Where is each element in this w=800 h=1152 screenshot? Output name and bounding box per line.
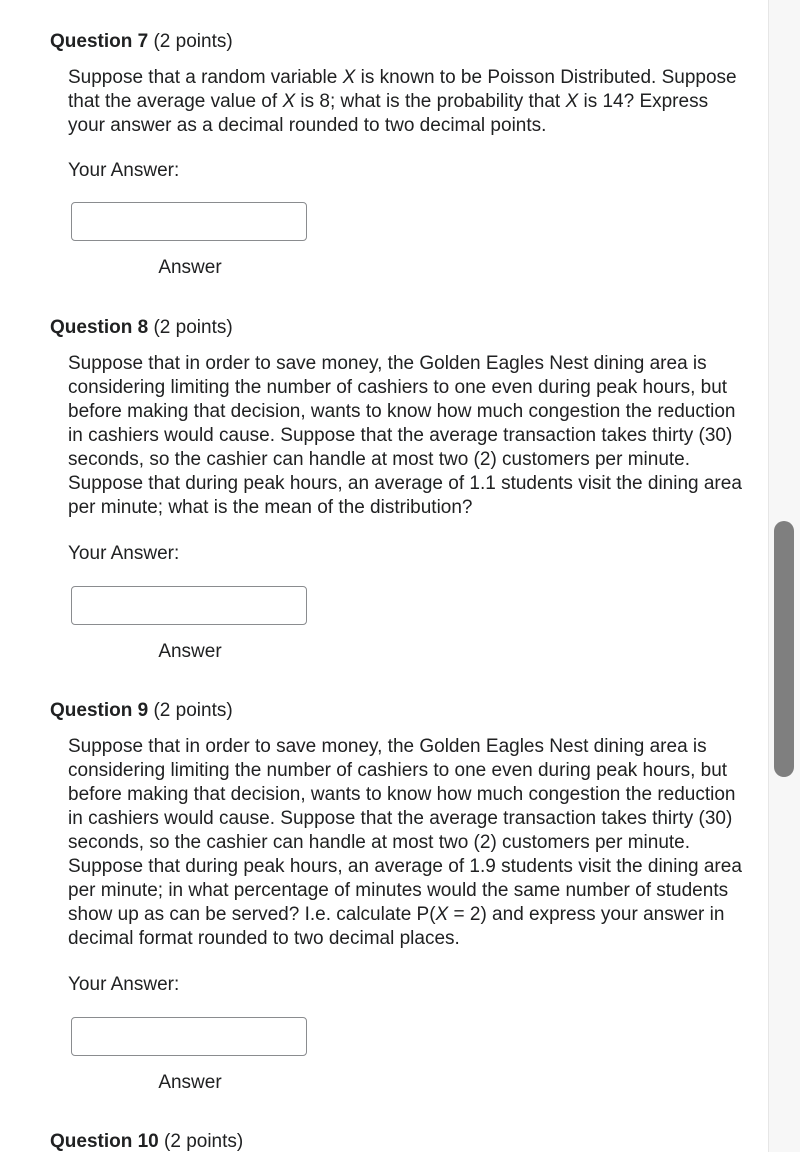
question-text-line: considering limiting the number of cashiers to one even during peak hours, but (68, 760, 728, 781)
question-text (68, 735, 768, 951)
question-text-line: considering limiting the number of cashiers to one even during peak hours, but (68, 377, 728, 398)
question-text-line: in cashiers would cause. Suppose that the average transaction takes thirty (30) (68, 808, 733, 829)
answer-input[interactable] (71, 586, 307, 625)
answer-input[interactable] (71, 202, 307, 241)
answer-caption: Answer (158, 257, 222, 278)
answer-caption: Answer (158, 1072, 222, 1093)
your-answer-label: Your Answer: (68, 543, 180, 564)
variable: X (342, 67, 356, 88)
question-text-line: Suppose that a random variable X is known to be Poisson Distributed. Suppose (68, 67, 737, 88)
question-points: (2 points) (153, 31, 233, 52)
question-text-line: Suppose that in order to save money, the Golden Eagles Nest dining area is (68, 353, 707, 374)
question-text-line: Suppose that during peak hours, an average of 1.9 students visit the dining area (68, 856, 742, 877)
question-number: Question 8 (50, 317, 149, 338)
question-text-line: your answer as a decimal rounded to two decimal points. (68, 115, 547, 136)
your-answer-label: Your Answer: (68, 974, 180, 995)
question-number: Question 9 (50, 700, 149, 721)
question-text-line: per minute; what is the mean of the distribution? (68, 497, 473, 518)
question-points: (2 points) (153, 700, 233, 721)
question-text-line: that the average value of X is 8; what is the probability that X is 14? Express (68, 91, 709, 112)
question-text-line: Suppose that during peak hours, an average of 1.1 students visit the dining area (68, 473, 742, 494)
question-title (50, 699, 233, 723)
question-title (50, 30, 233, 54)
variable: X (565, 91, 579, 112)
question-text (68, 66, 768, 138)
question-text-line: Suppose that in order to save money, the Golden Eagles Nest dining area is (68, 736, 707, 757)
question-points: (2 points) (164, 1131, 244, 1152)
question-number: Question 10 (50, 1131, 159, 1152)
question-text-line: per minute; in what percentage of minutes would the same number of students (68, 880, 729, 901)
scrollbar-thumb[interactable] (774, 521, 794, 777)
question-text-line: seconds, so the cashier can handle at most two (2) customers per minute. (68, 449, 691, 470)
question-text-line: decimal format rounded to two decimal places. (68, 928, 460, 949)
question-text-line: before making that decision, wants to know how much congestion the reduction (68, 784, 736, 805)
answer-input[interactable] (71, 1017, 307, 1056)
variable: X (435, 904, 449, 925)
variable: X (282, 91, 296, 112)
question-text-line: seconds, so the cashier can handle at most two (2) customers per minute. (68, 832, 691, 853)
question-points: (2 points) (153, 317, 233, 338)
question-number: Question 7 (50, 31, 149, 52)
question-text-line: show up as can be served? I.e. calculate P(X = 2) and express your answer in (68, 904, 725, 925)
your-answer-label: Your Answer: (68, 160, 180, 181)
question-title (50, 316, 233, 340)
question-title (50, 1130, 243, 1152)
answer-caption: Answer (158, 641, 222, 662)
question-text-line: in cashiers would cause. Suppose that the average transaction takes thirty (30) (68, 425, 733, 446)
question-text (68, 352, 768, 520)
question-text-line: before making that decision, wants to know how much congestion the reduction (68, 401, 736, 422)
